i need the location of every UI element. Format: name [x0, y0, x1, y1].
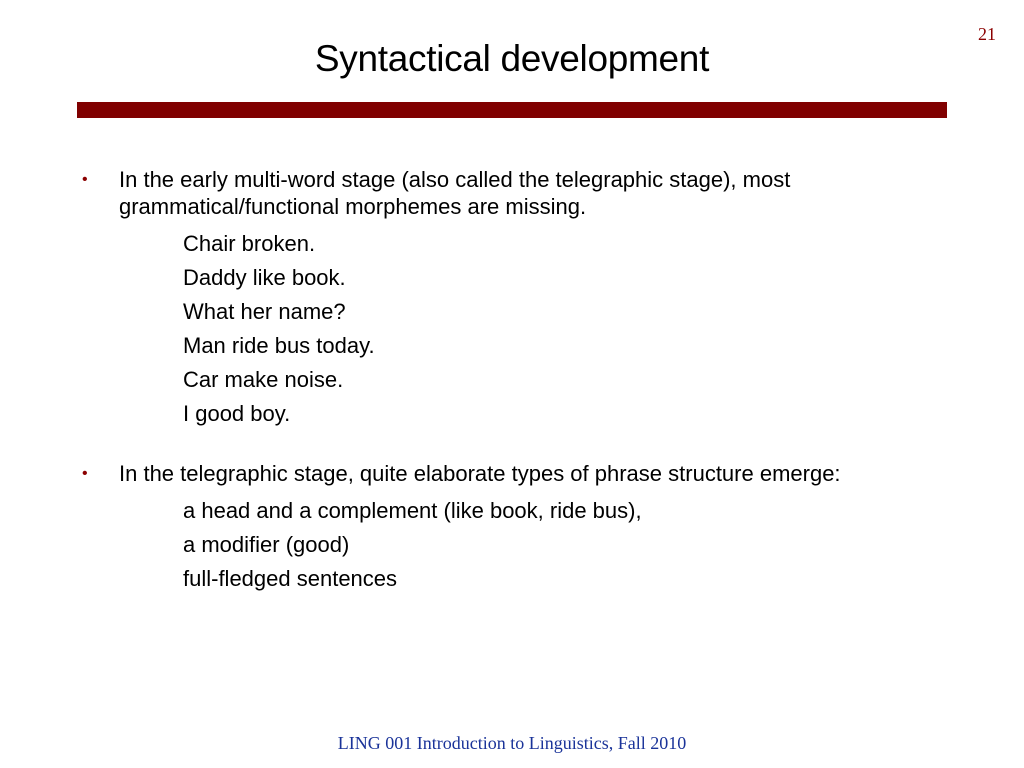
example-list	[183, 227, 942, 431]
bullet-text: In the telegraphic stage, quite elaborate types of phrase structure emerge:	[119, 461, 841, 486]
example-item: Car make noise.	[183, 367, 344, 392]
bullet-icon: •	[82, 171, 88, 188]
bullet-item	[82, 460, 942, 596]
slide-footer: LING 001 Introduction to Linguistics, Fall 2010	[337, 733, 687, 753]
example-list	[183, 494, 942, 596]
bullet-text: In the early multi-word stage (also called the telegraphic stage), most grammatical/functional morphemes are missing.	[119, 167, 791, 219]
example-item: I good boy.	[183, 401, 291, 426]
example-item: Man ride bus today.	[183, 333, 375, 358]
bullet-icon: •	[82, 465, 88, 482]
slide-title: Syntactical development	[314, 38, 710, 79]
bullet-item	[82, 166, 942, 431]
title-divider	[77, 102, 947, 118]
example-item: Daddy like book.	[183, 265, 346, 290]
example-item: full-fledged sentences	[183, 566, 398, 591]
example-item: a modifier (good)	[183, 532, 350, 557]
slide-content	[82, 166, 942, 596]
slide-number: 21	[978, 24, 996, 44]
example-item: What her name?	[183, 299, 346, 324]
example-item: Chair broken.	[183, 231, 316, 256]
example-item: a head and a complement (like book, ride bus),	[183, 498, 642, 523]
